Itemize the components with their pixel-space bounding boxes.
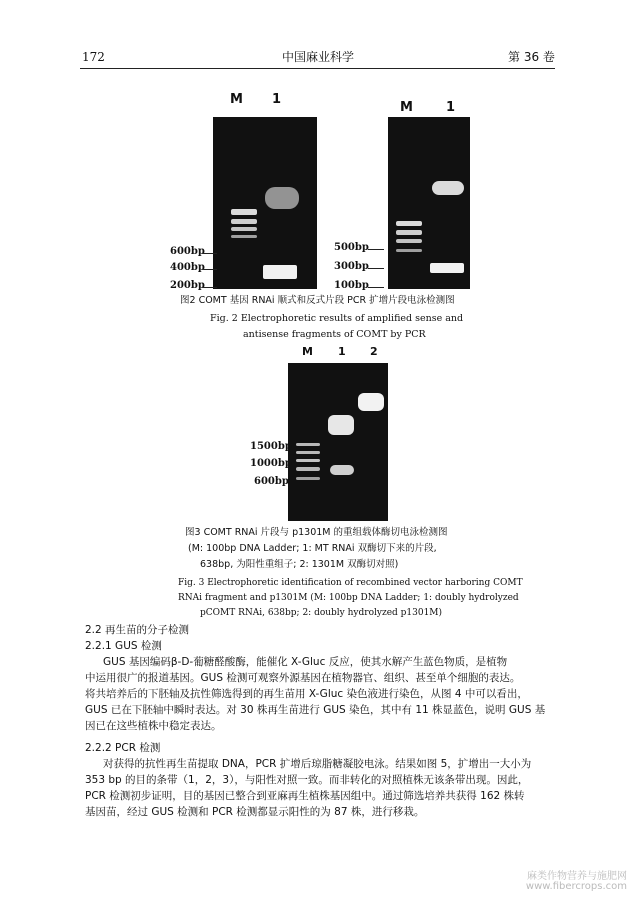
ladder-band (231, 209, 257, 215)
header-rule (80, 68, 555, 69)
subsection-heading: 2.2.2 PCR 检测 (85, 742, 161, 754)
figure2-caption-en-1: Fig. 2 Electrophoretic results of amplified sense and (210, 313, 464, 324)
lane-label-m: M (230, 92, 243, 107)
marker-tick (368, 268, 384, 269)
lane-label-1: 1 (338, 345, 346, 358)
figure3-caption-en-1: Fig. 3 Electrophoretic identification of recombined vector harboring COMT (178, 578, 523, 588)
figure3-caption-en-3: pCOMT RNAi, 638bp; 2: doubly hydrolyzed p1301M) (200, 608, 443, 618)
marker-tick (203, 253, 217, 254)
text-line: PCR 检测初步证明，目的基因已整合到亚麻再生植株基因组中。通过筛选培养共获得 162 株转 (85, 790, 525, 802)
text-line: 对获得的抗性再生苗提取 DNA，PCR 扩增后琼脂糖凝胶电泳。结果如图 5，扩增出一大小为 (103, 758, 532, 770)
gel-image-fig3 (288, 363, 388, 521)
marker-label: 200bp (170, 280, 205, 291)
sample-band (358, 393, 384, 411)
ladder-band (296, 459, 320, 462)
sample-band (430, 263, 464, 273)
section-heading: 2.2 再生苗的分子检测 (85, 624, 190, 636)
sample-band (263, 265, 297, 279)
ladder-band (296, 451, 320, 454)
paragraph-pcr (85, 756, 555, 820)
figure2-caption-cn: 图2 COMT 基因 RNAi 顺式和反式片段 PCR 扩增片段电泳检测图 (180, 295, 455, 306)
subsection-heading: 2.2.1 GUS 检测 (85, 640, 162, 652)
ladder-band (396, 239, 422, 243)
ladder-band (296, 477, 320, 480)
marker-label: 100bp (334, 280, 369, 291)
lane-label-1: 1 (272, 92, 282, 107)
smear-band (265, 187, 299, 209)
sample-band (328, 415, 354, 435)
ladder-band (396, 230, 422, 235)
sample-band (330, 465, 354, 475)
figure2-caption-en-2: antisense fragments of COMT by PCR (243, 329, 426, 340)
ladder-band (231, 235, 257, 238)
ladder-band (231, 227, 257, 231)
lane-label-2: 2 (370, 345, 378, 358)
ladder-band (231, 219, 257, 224)
volume-label: 第 36 卷 (508, 50, 555, 64)
ladder-band (296, 443, 320, 446)
text-line: 将共培养后的下胚轴及抗性筛选得到的再生苗用 X-Gluc 染色液进行染色，从图 4 中可以看出， (85, 688, 528, 700)
marker-label: 300bp (334, 261, 369, 272)
text-line: 353 bp 的目的条带（1，2，3），与阳性对照一致。而非转化的对照植株无该条带出现。因此， (85, 774, 529, 786)
figure3-caption-en-2: RNAi fragment and p1301M (M: 100bp DNA Ladder; 1: doubly hydrolyzed (178, 593, 519, 603)
marker-label: 1500bp (250, 441, 292, 452)
text-line: GUS 已在下胚轴中瞬时表达。对 30 株再生苗进行 GUS 染色，其中有 11 株显蓝色，说明 GUS 基 (85, 704, 546, 716)
journal-title: 中国麻业科学 (282, 50, 355, 64)
marker-label: 500bp (334, 242, 369, 253)
ladder-band (396, 249, 422, 252)
figure3-caption-cn-3: 638bp, 为阳性重组子; 2: 1301M 双酶切对照) (200, 559, 399, 570)
marker-tick (203, 269, 217, 270)
ladder-band (296, 467, 320, 471)
gel-image-right (388, 117, 470, 289)
lane-label-1: 1 (446, 100, 456, 115)
text-line: GUS 基因编码β-D-葡糖醛酸酶，能催化 X-Gluc 反应，使其水解产生蓝色物质，是植物 (103, 656, 508, 668)
smear-band (432, 181, 464, 195)
marker-label: 1000bp (250, 458, 292, 469)
gel-image-left (213, 117, 317, 289)
lane-label-m: M (302, 345, 313, 358)
marker-label: 400bp (170, 262, 205, 273)
marker-label: 600bp (170, 246, 205, 257)
paragraph-gus (85, 654, 555, 734)
figure3-caption-cn-2: (M: 100bp DNA Ladder; 1: MT RNAi 双酶切下来的片段, (188, 543, 437, 554)
text-line: 中运用很广的报道基因。GUS 检测可观察外源基因在植物器官、组织、甚至单个细胞的表达。 (85, 672, 521, 684)
lane-label-m: M (400, 100, 413, 115)
ladder-band (396, 221, 422, 226)
marker-tick (368, 249, 384, 250)
watermark-line1: 麻类作物营养与施肥网 (527, 871, 627, 882)
marker-tick (368, 287, 384, 288)
marker-tick (203, 287, 217, 288)
figure3-caption-cn-1: 图3 COMT RNAi 片段与 p1301M 的重组载体酶切电泳检测图 (185, 527, 448, 538)
text-line: 因已在这些植株中稳定表达。 (85, 720, 222, 732)
marker-label: 600bp (254, 476, 289, 487)
page-number: 172 (82, 50, 105, 64)
watermark-line2: www.fibercrops.com (525, 881, 627, 892)
text-line: 基因苗，经过 GUS 检测和 PCR 检测都显示阳性的为 87 株，进行移栽。 (85, 806, 425, 818)
